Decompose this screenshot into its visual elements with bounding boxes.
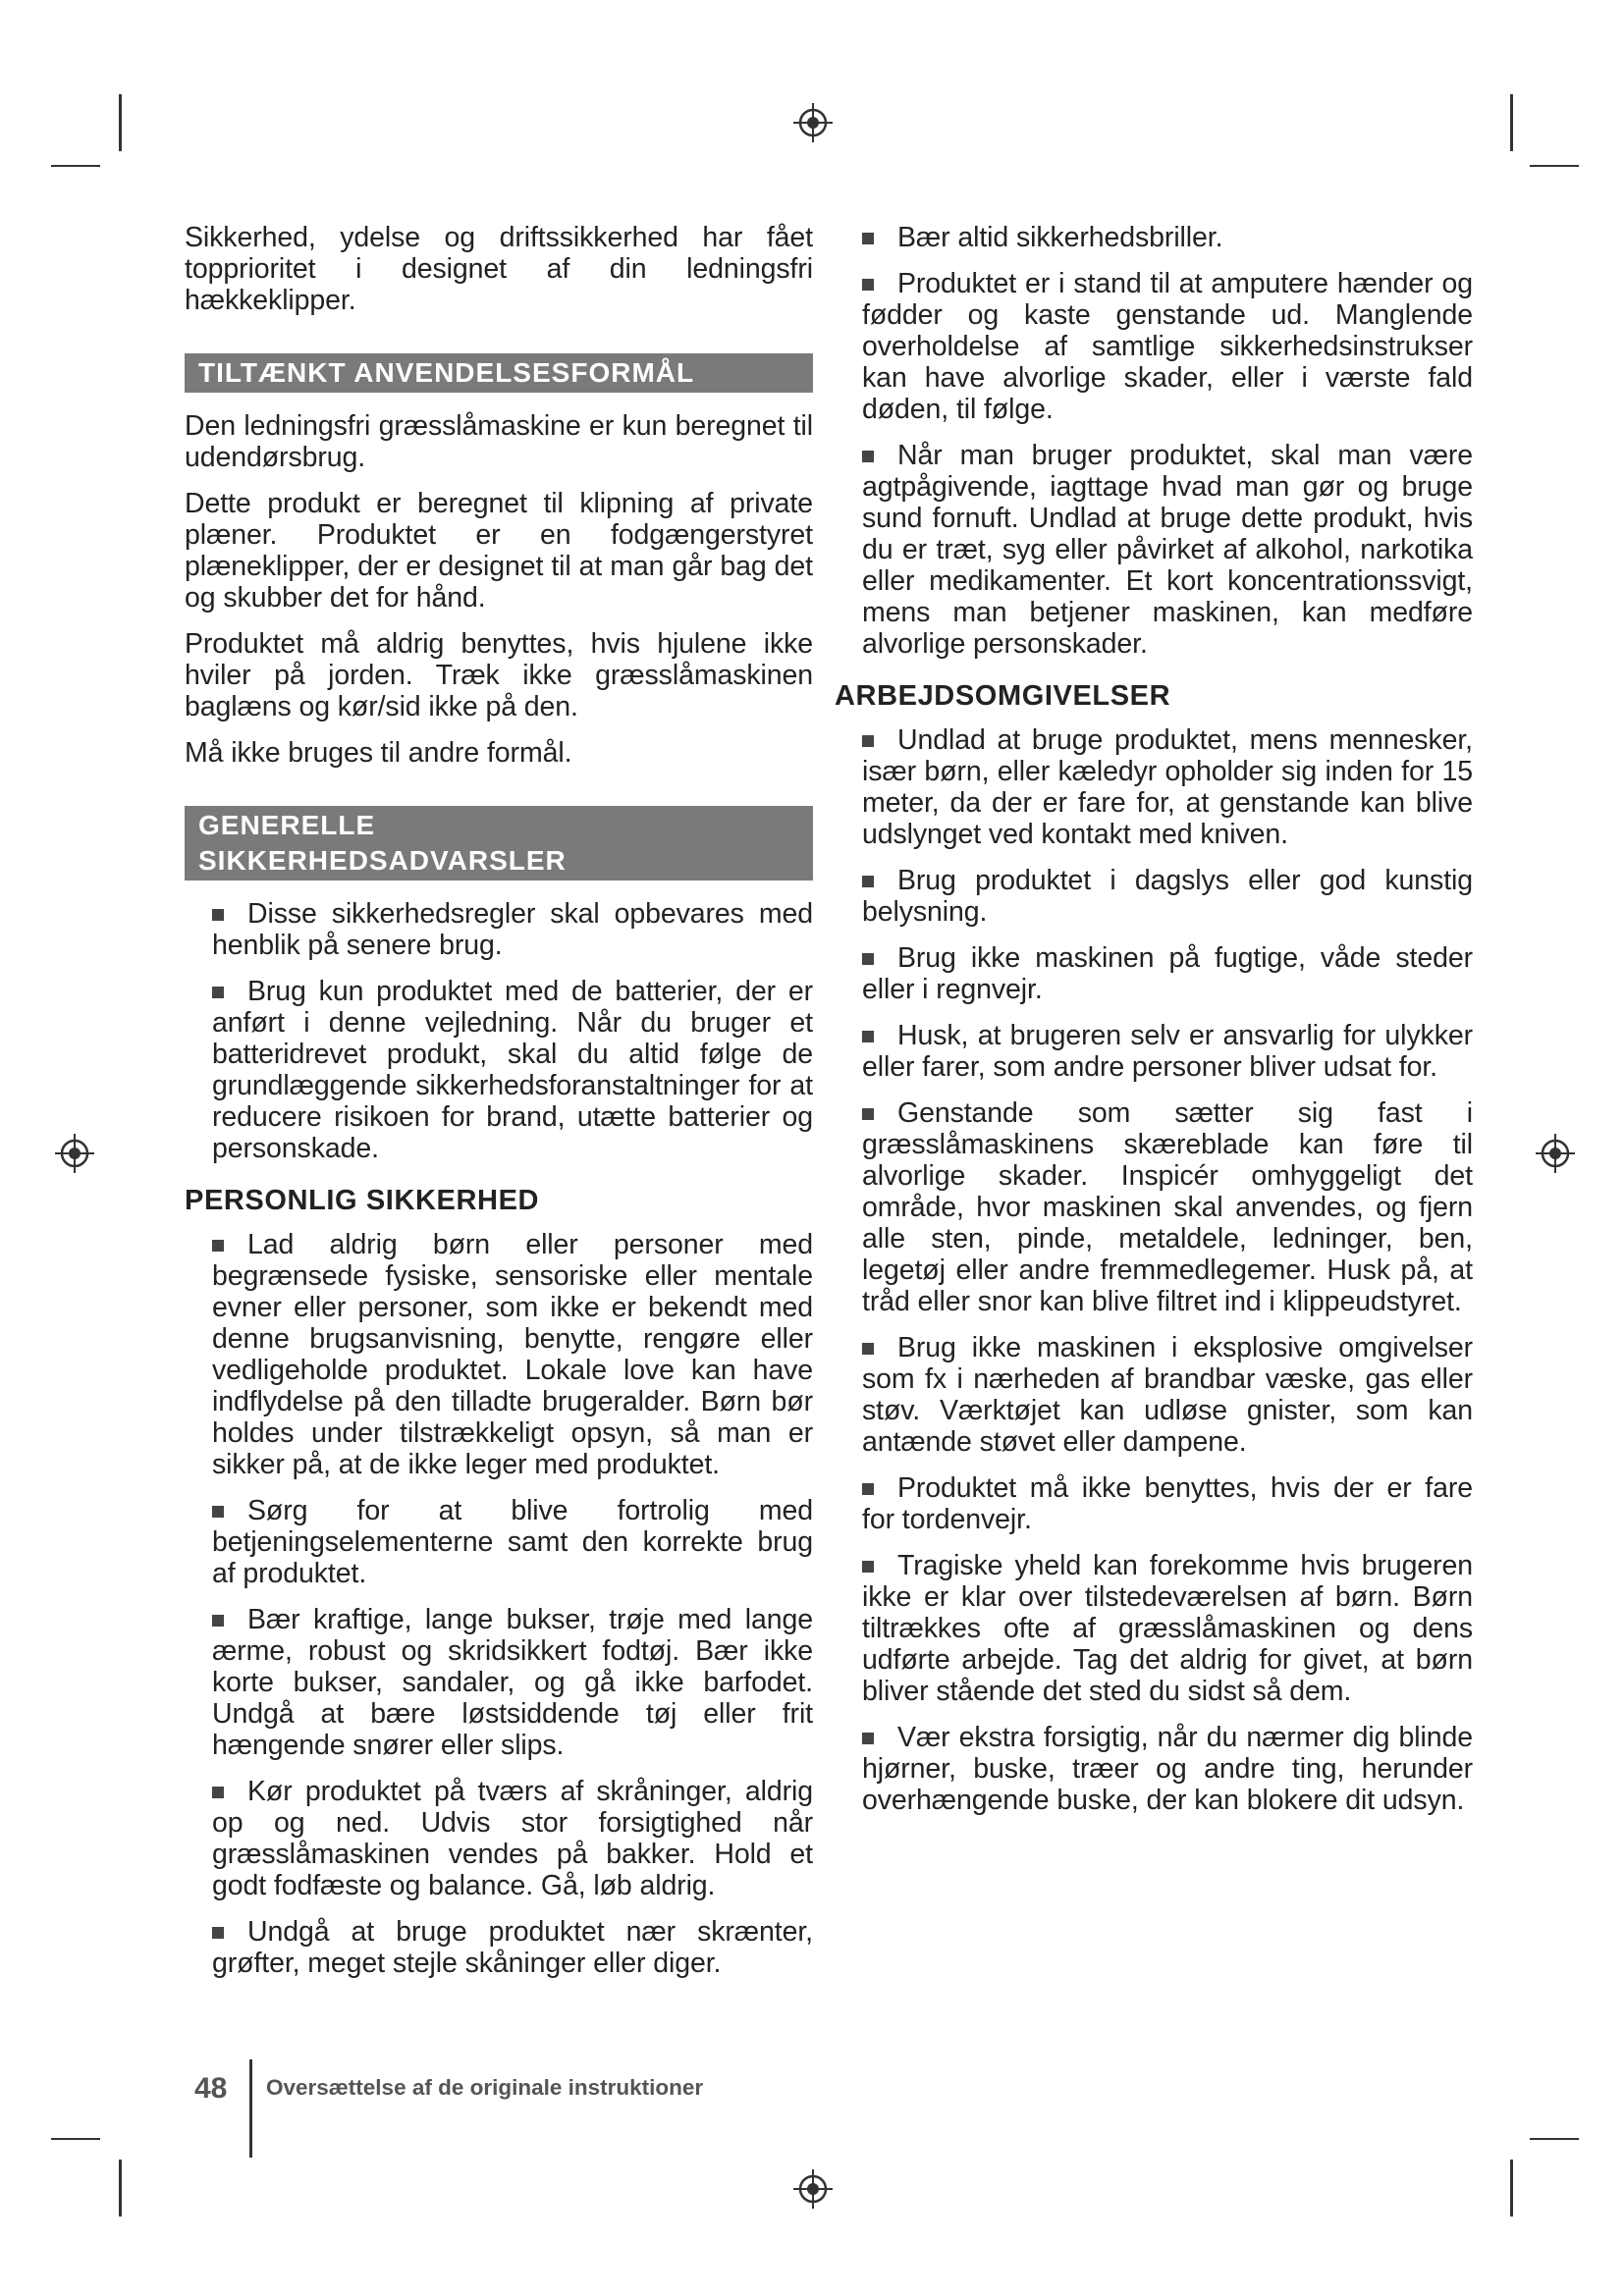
list-item bbox=[212, 1776, 813, 1901]
list-item-text: Produktet er i stand til at amputere hænder og fødder og kaste genstande ud. Manglende overholdelse af samtlige sikkerhedsinstrukser kan have alvorlige skader, eller i værste fald døden, til følge. bbox=[862, 268, 1473, 425]
list-item-text: Brug ikke maskinen på fugtige, våde steder eller i regnvejr. bbox=[862, 942, 1473, 1005]
intro-paragraph: Sikkerhed, ydelse og driftssikkerhed har fået topprioritet i designet af din ledningsfri hækkeklipper. bbox=[185, 222, 813, 316]
list-item bbox=[862, 724, 1473, 850]
intended-use-paragraph: Produktet må aldrig benyttes, hvis hjulene ikke hviler på jorden. Træk ikke græsslåmaskinen baglæns og kør/sid ikke på den. bbox=[185, 628, 813, 722]
left-column bbox=[185, 222, 813, 1994]
personal-safety-list bbox=[212, 1229, 813, 1979]
bullet-square-icon bbox=[862, 953, 874, 965]
bullet-square-icon bbox=[862, 279, 874, 291]
work-environment-list bbox=[862, 724, 1473, 1816]
list-item bbox=[862, 1332, 1473, 1458]
section-heading-personal-safety: PERSONLIG SIKKERHED bbox=[185, 1185, 540, 1216]
crop-mark-top-right-v bbox=[1510, 94, 1513, 151]
list-item-text: Sørg for at blive fortrolig med betjeningselementerne samt den korrekte brug af produktet. bbox=[212, 1495, 813, 1589]
page-number: 48 bbox=[194, 2072, 228, 2105]
crop-mark-top-left-h bbox=[51, 165, 100, 167]
general-warnings-list bbox=[212, 898, 813, 1164]
crop-mark-bottom-right-h bbox=[1530, 2138, 1579, 2140]
crop-mark-top-right-h bbox=[1530, 165, 1579, 167]
list-item bbox=[212, 1916, 813, 1979]
list-item bbox=[212, 898, 813, 961]
bullet-square-icon bbox=[212, 1615, 224, 1627]
bullet-square-icon bbox=[862, 1733, 874, 1744]
list-item-text: Vær ekstra forsigtig, når du nærmer dig blinde hjørner, buske, træer og andre ting, herunder overhængende buske, der kan blokere dit udsyn. bbox=[862, 1722, 1473, 1816]
list-item-text: Produktet må ikke benyttes, hvis der er fare for tordenvejr. bbox=[862, 1472, 1473, 1535]
list-item-text: Bær altid sikkerhedsbriller. bbox=[897, 222, 1223, 253]
crop-mark-bottom-left-h bbox=[51, 2138, 100, 2140]
general-warnings-title-line2: SIKKERHEDSADVARSLER bbox=[198, 845, 567, 876]
right-column bbox=[835, 222, 1473, 1831]
list-item-text: Undgå at bruge produktet nær skrænter, grøfter, meget stejle skåninger eller diger. bbox=[212, 1916, 813, 1979]
footer-divider bbox=[249, 2059, 252, 2158]
list-item bbox=[862, 440, 1473, 660]
page-footer bbox=[194, 2061, 703, 2140]
crop-mark-bottom-left-v bbox=[119, 2160, 122, 2216]
registration-mark-right-icon bbox=[1534, 1132, 1577, 1175]
list-item-text: Lad aldrig børn eller personer med begrænsede fysiske, sensoriske eller mentale evner eller personer, som ikke er bekendt med denne brugsanvisning, benytte, rengøre eller vedligeholde produktet. Lokale love kan have indflydelse på den tilladte brugeralder. Børn bør holdes under tilstrækkeligt opsyn, så man er sikker på, at de ikke leger med produktet. bbox=[212, 1229, 813, 1480]
crop-mark-top-left-v bbox=[119, 94, 122, 151]
list-item bbox=[862, 1020, 1473, 1083]
list-item bbox=[862, 865, 1473, 928]
list-item bbox=[862, 1722, 1473, 1816]
bullet-square-icon bbox=[862, 1483, 874, 1495]
list-item-text: Husk, at brugeren selv er ansvarlig for ulykker eller farer, som andre personer bliver udsat for. bbox=[862, 1020, 1473, 1083]
registration-mark-top-icon bbox=[791, 101, 835, 144]
list-item-text: Disse sikkerhedsregler skal opbevares med henblik på senere brug. bbox=[212, 898, 813, 961]
crop-mark-bottom-right-v bbox=[1510, 2160, 1513, 2216]
bullet-square-icon bbox=[862, 735, 874, 747]
list-item bbox=[862, 1472, 1473, 1535]
registration-mark-bottom-icon bbox=[791, 2167, 835, 2211]
bullet-square-icon bbox=[862, 233, 874, 244]
list-item bbox=[862, 942, 1473, 1005]
bullet-square-icon bbox=[862, 1561, 874, 1573]
registration-mark-left-icon bbox=[53, 1132, 96, 1175]
bullet-square-icon bbox=[212, 987, 224, 998]
bullet-square-icon bbox=[862, 451, 874, 462]
bullet-square-icon bbox=[212, 1506, 224, 1518]
list-item bbox=[862, 222, 1473, 253]
list-item bbox=[212, 976, 813, 1164]
bullet-square-icon bbox=[862, 876, 874, 887]
section-heading-intended-use: TILTÆNKT ANVENDELSESFORMÅL bbox=[185, 353, 813, 393]
section-heading-general-warnings bbox=[185, 806, 813, 881]
right-top-list bbox=[862, 222, 1473, 660]
list-item bbox=[862, 1550, 1473, 1707]
bullet-square-icon bbox=[862, 1108, 874, 1120]
bullet-square-icon bbox=[212, 1927, 224, 1939]
intended-use-paragraph: Må ikke bruges til andre formål. bbox=[185, 737, 572, 769]
bullet-square-icon bbox=[862, 1031, 874, 1042]
bullet-square-icon bbox=[212, 1240, 224, 1252]
intended-use-paragraph: Den ledningsfri græsslåmaskine er kun beregnet til udendørsbrug. bbox=[185, 410, 813, 473]
list-item bbox=[862, 268, 1473, 425]
bullet-square-icon bbox=[212, 1787, 224, 1798]
footer-text: Oversættelse af de originale instruktioner bbox=[266, 2075, 704, 2100]
list-item-text: Brug ikke maskinen i eksplosive omgivelser som fx i nærheden af brandbar væske, gas eller støv. Værktøjet kan udløse gnister, som kan antænde støvet eller dampene. bbox=[862, 1332, 1473, 1458]
list-item-text: Kør produktet på tværs af skråninger, aldrig op og ned. Udvis stor forsigtighed når græsslåmaskinen vendes på bakker. Hold et godt fodfæste og balance. Gå, løb aldrig. bbox=[212, 1776, 813, 1901]
list-item bbox=[212, 1495, 813, 1589]
list-item-text: Bær kraftige, lange bukser, trøje med lange ærme, robust og skridsikkert fodtøj. Bær ikke korte bukser, sandaler, og gå ikke barfodet. Undgå at bære løstsiddende tøj eller frit hængende snører eller slips. bbox=[212, 1604, 813, 1761]
list-item-text: Undlad at bruge produktet, mens mennesker, især børn, eller kæledyr opholder sig inden for 15 meter, da der er fare for, at genstande kan blive udslynget ved kontakt med kniven. bbox=[862, 724, 1473, 850]
general-warnings-title-line1: GENERELLE bbox=[198, 810, 376, 840]
section-heading-work-environment: ARBEJDSOMGIVELSER bbox=[835, 680, 1171, 712]
bullet-square-icon bbox=[862, 1343, 874, 1355]
list-item bbox=[212, 1229, 813, 1480]
list-item bbox=[862, 1097, 1473, 1317]
list-item-text: Tragiske yheld kan forekomme hvis brugeren ikke er klar over tilstedeværelsen af børn. Børn tiltrækkes ofte af græsslåmaskinen og dens udførte arbejde. Tag det aldrig for givet, at børn bliver stående det sted du sidst så dem. bbox=[862, 1550, 1473, 1707]
bullet-square-icon bbox=[212, 909, 224, 921]
list-item-text: Brug produktet i dagslys eller god kunstig belysning. bbox=[862, 865, 1473, 928]
list-item-text: Genstande som sætter sig fast i græsslåmaskinens skæreblade kan føre til alvorlige skader. Inspicér omhyggeligt det område, hvor maskinen skal anvendes, og fjern alle sten, pinde, metaldele, ledninger, ben, legetøj eller andre fremmedlegemer. Husk på, at tråd eller snor kan blive filtret ind i klippeudstyret. bbox=[862, 1097, 1473, 1317]
intended-use-paragraph: Dette produkt er beregnet til klipning af private plæner. Produktet er en fodgængerstyret plæneklipper, der er designet til at man går bag det og skubber det for hånd. bbox=[185, 488, 813, 614]
list-item-text: Brug kun produktet med de batterier, der er anført i denne vejledning. Når du bruger et batteridrevet produkt, skal du altid følge de grundlæggende sikkerhedsforanstaltninger for at reducere risikoen for brand, utætte batterier og personskade. bbox=[212, 976, 813, 1164]
list-item bbox=[212, 1604, 813, 1761]
list-item-text: Når man bruger produktet, skal man være agtpågivende, iagttage hvad man gør og bruge sund fornuft. Undlad at bruge dette produkt, hvis du er træt, syg eller påvirket af alkohol, narkotika eller medikamenter. Et kort koncentrationssvigt, mens man betjener maskinen, kan medføre alvorlige personskader. bbox=[862, 440, 1473, 660]
